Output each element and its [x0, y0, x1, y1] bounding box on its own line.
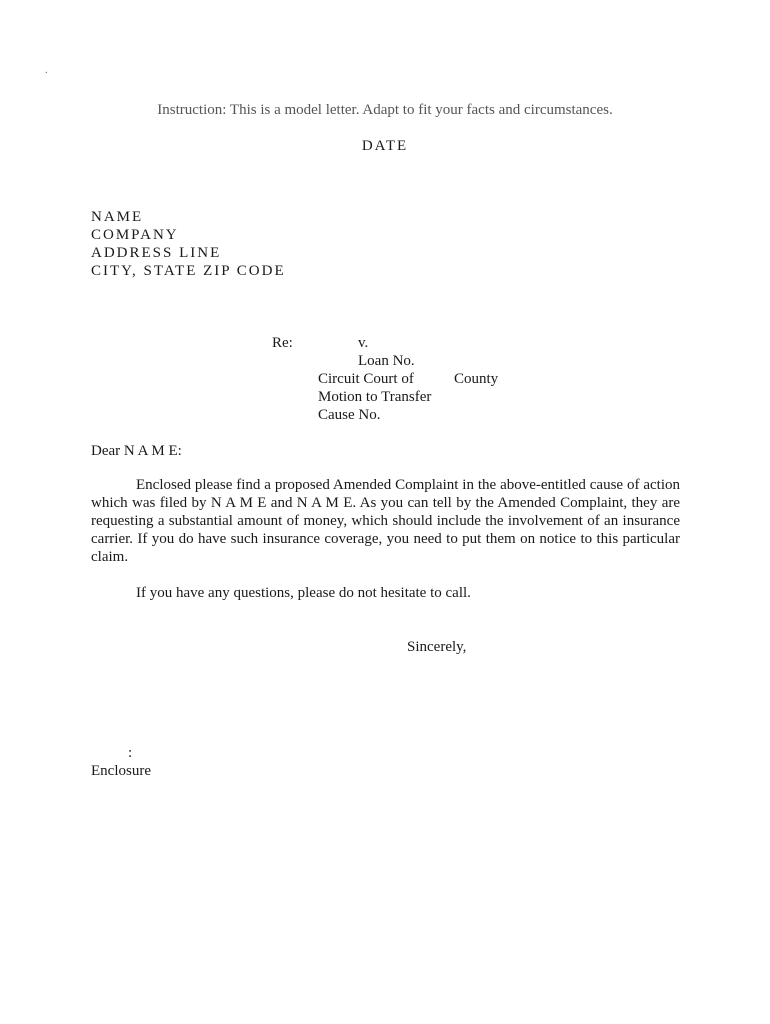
recipient-company: COMPANY	[91, 227, 179, 243]
enclosure-label: Enclosure	[91, 763, 151, 779]
recipient-name: NAME	[91, 209, 144, 225]
recipient-address-line: ADDRESS LINE	[91, 245, 222, 261]
closing: Sincerely,	[407, 639, 467, 655]
letter-date: DATE	[361, 138, 409, 154]
salutation: Dear N A M E:	[91, 443, 182, 459]
reference-motion: Motion to Transfer	[318, 389, 432, 405]
reference-loan-number: Loan No.	[358, 353, 415, 369]
reference-court: Circuit Court of	[318, 371, 414, 387]
recipient-city-state-zip: CITY, STATE ZIP CODE	[91, 263, 286, 279]
reference-versus: v.	[358, 335, 369, 351]
reference-county: County	[454, 371, 499, 387]
reference-cause-number: Cause No.	[318, 407, 381, 423]
body-paragraph-2: If you have any questions, please do not hesitate to call.	[136, 585, 471, 601]
instruction-note: Instruction: This is a model letter. Adapt to fit your facts and circumstances.	[157, 102, 613, 118]
stray-mark: .	[45, 65, 48, 76]
reference-label: Re:	[272, 335, 293, 351]
body-paragraph-1: Enclosed please find a proposed Amended Complaint in the above-entitled cause of action which was filed by N A M E and N A M E. As you can tell by the Amended Complaint, they are requesting a substantial amount of money, which should include the involvement of an insurance carrier. If you do have such insurance coverage, you need to put them on notice to this particular claim.	[91, 477, 680, 565]
initials-colon: :	[128, 745, 133, 761]
